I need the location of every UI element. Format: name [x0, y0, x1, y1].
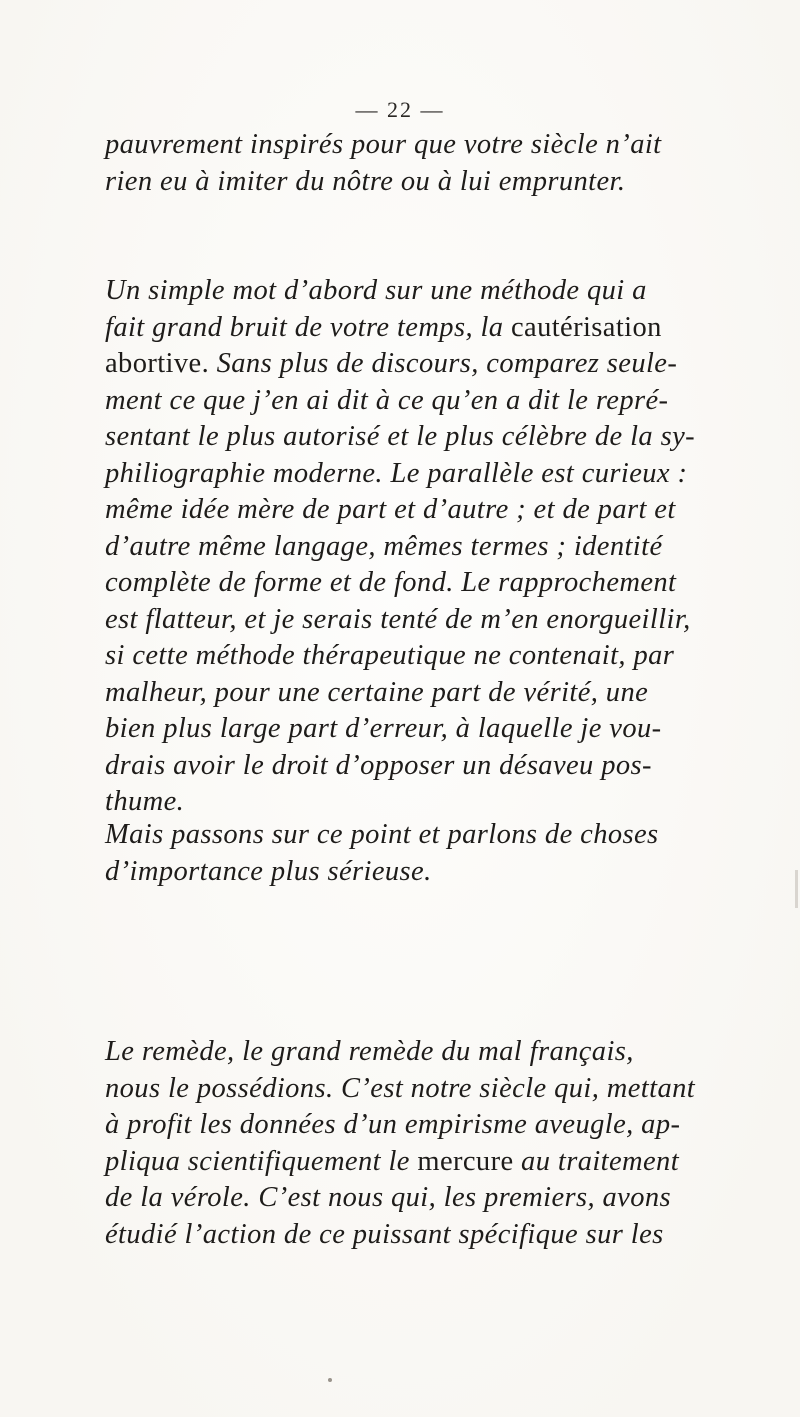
upright-text-segment: mercure	[417, 1145, 514, 1177]
text-segment: rien eu à imiter du nôtre ou à lui emprunter.	[105, 165, 626, 197]
paragraph-3	[105, 817, 755, 890]
text-segment: même idée mère de part et d’autre ; et de part et	[105, 494, 676, 525]
text-line	[105, 602, 755, 639]
text-segment: thume.	[105, 786, 185, 817]
text-segment: pauvrement inspirés pour que votre siècle n’ait	[105, 129, 662, 160]
text-line	[105, 565, 755, 602]
text-line	[105, 1180, 755, 1217]
text-segment: fait grand bruit de votre temps, la	[105, 311, 511, 343]
text-line	[105, 383, 755, 420]
paragraph-1	[105, 127, 755, 200]
text-segment: au traitement	[513, 1145, 680, 1177]
text-segment: d’autre même langage, mêmes termes ; identité	[105, 530, 663, 562]
upright-text-segment: cautérisation	[510, 311, 662, 343]
text-line	[105, 310, 755, 347]
text-segment: étudié l’action de ce puissant spécifique sur les	[105, 1218, 664, 1250]
text-segment: Le remède, le grand remède du mal français,	[105, 1036, 634, 1067]
text-line	[105, 1071, 755, 1108]
text-segment: Mais passons sur ce point et parlons de choses	[105, 819, 659, 850]
text-segment: est flatteur, et je serais tenté de m’en enorgueillir,	[105, 603, 691, 635]
text-segment: pliqua scientifiquement le	[105, 1145, 418, 1177]
text-line	[105, 419, 755, 456]
text-segment: complète de forme et de fond. Le rapprochement	[105, 567, 677, 598]
text-line	[105, 492, 755, 529]
text-line	[105, 784, 755, 821]
page-edge-mark	[795, 870, 798, 908]
text-line	[105, 529, 755, 566]
text-line	[105, 817, 755, 854]
text-line	[105, 1034, 755, 1071]
text-line	[105, 748, 755, 785]
text-segment: ment ce que j’en ai dit à ce qu’en a dit le repré-	[105, 384, 669, 416]
page-number: — 22 —	[355, 97, 445, 122]
text-segment: bien plus large part d’erreur, à laquelle je vou-	[105, 713, 662, 744]
upright-text-segment: abortive.	[105, 348, 210, 379]
text-line	[105, 164, 755, 201]
text-line	[105, 273, 755, 310]
text-segment: Un simple mot d’abord sur une méthode qui a	[105, 275, 647, 306]
text-line	[105, 854, 755, 891]
text-segment: d’importance plus sérieuse.	[105, 855, 432, 887]
text-line	[105, 127, 755, 164]
text-line	[105, 675, 755, 712]
text-segment: de la vérole. C’est nous qui, les premiers, avons	[105, 1182, 672, 1213]
text-line	[105, 346, 755, 383]
text-segment: Sans plus de discours, comparez seule-	[209, 348, 678, 379]
text-segment: drais avoir le droit d’opposer un désaveu pos-	[105, 749, 652, 781]
ink-speck	[328, 1378, 332, 1382]
text-line	[105, 456, 755, 493]
text-line	[105, 638, 755, 675]
text-segment: nous le possédions. C’est notre siècle qui, mettant	[105, 1072, 696, 1104]
text-segment: à profit les données d’un empirisme aveugle, ap-	[105, 1109, 681, 1140]
text-line	[105, 711, 755, 748]
text-segment: malheur, pour une certaine part de vérité, une	[105, 676, 649, 708]
paragraph-4	[105, 1034, 755, 1253]
paragraph-2	[105, 273, 755, 821]
text-segment: philiographie moderne. Le parallèle est curieux :	[105, 457, 688, 489]
text-line	[105, 1144, 755, 1181]
text-line	[105, 1107, 755, 1144]
text-segment: sentant le plus autorisé et le plus célèbre de la sy-	[105, 421, 696, 452]
text-segment: si cette méthode thérapeutique ne contenait, par	[105, 640, 675, 671]
text-line	[105, 1217, 755, 1254]
